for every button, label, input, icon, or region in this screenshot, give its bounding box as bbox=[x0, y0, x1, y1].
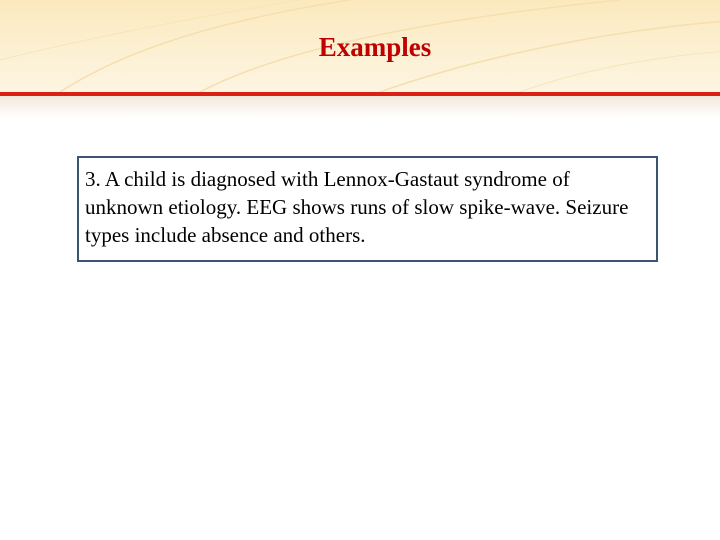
header-shadow bbox=[0, 96, 720, 118]
example-text: 3. A child is diagnosed with Lennox-Gastaut syndrome of unknown etiology. EEG shows runs of slow spike-wave. Seizure types include absence and others. bbox=[85, 167, 629, 247]
slide-title: Examples bbox=[318, 32, 432, 62]
example-box bbox=[77, 156, 658, 262]
header-band bbox=[0, 0, 720, 92]
